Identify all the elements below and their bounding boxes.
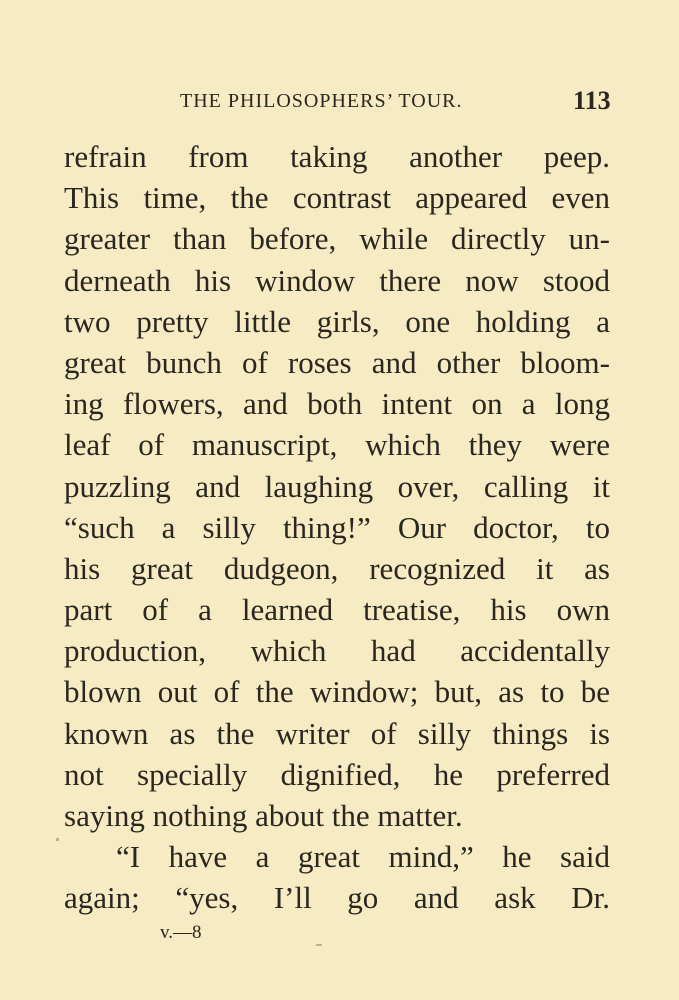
- text-line: blown out of the window; but, as to be: [64, 674, 610, 710]
- text-line-paragraph-end: saying nothing about the matter.: [64, 798, 463, 833]
- text-line: not specially dignified, he preferred: [64, 756, 610, 792]
- text-line: puzzling and laughing over, calling it: [64, 468, 610, 504]
- text-line: production, which had accidentally: [64, 633, 610, 669]
- text-line: his great dudgeon, recognized it as: [64, 550, 610, 586]
- text-line: “such a silly thing!” Our doctor, to: [64, 509, 610, 545]
- text-line-paragraph-start: “I have a great mind,” he said: [116, 839, 610, 875]
- paper-speck: [56, 838, 59, 841]
- text-line: derneath his window there now stood: [64, 262, 610, 298]
- text-line: refrain from taking another peep.: [64, 139, 610, 174]
- text-line: part of a learned treatise, his own: [64, 592, 610, 628]
- text-line: great bunch of roses and other bloom-: [64, 344, 610, 380]
- page-number: 113: [573, 86, 611, 115]
- text-line: This time, the contrast appeared even: [64, 180, 610, 216]
- text-line: two pretty little girls, one holding a: [64, 303, 610, 339]
- signature-mark: v.—8: [160, 922, 202, 943]
- running-head: [0, 86, 679, 116]
- running-title: THE PHILOSOPHERS’ TOUR.: [180, 90, 463, 112]
- text-line: greater than before, while directly un-: [64, 221, 610, 257]
- text-line: leaf of manuscript, which they were: [64, 427, 610, 463]
- text-line: ing flowers, and both intent on a long: [64, 386, 610, 422]
- text-line: known as the writer of silly things is: [64, 715, 610, 751]
- paper-speck: [316, 944, 322, 946]
- text-line: again; “yes, I’ll go and ask Dr.: [64, 880, 610, 916]
- body-text: [64, 136, 610, 919]
